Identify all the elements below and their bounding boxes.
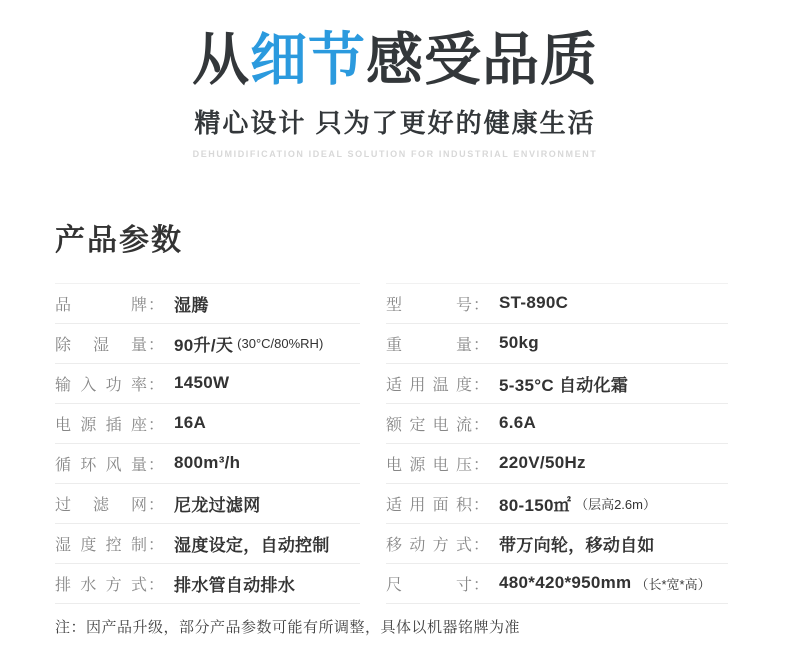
spec-label: 重量 <box>386 336 472 354</box>
spec-colon: ： <box>148 296 165 314</box>
spec-value: 800m³/h <box>174 453 241 473</box>
spec-row-power-socket <box>55 404 360 444</box>
spec-colon: ： <box>473 536 490 554</box>
spec-row-operating-temp <box>386 364 728 404</box>
page-subtitle: 精心设计 只为了更好的健康生活 <box>194 107 596 138</box>
spec-section <box>55 215 728 637</box>
english-tagline: DEHUMIDIFICATION IDEAL SOLUTION FOR INDUSTRIAL ENVIRONMENT <box>192 148 598 159</box>
spec-label: 循环风量 <box>55 456 147 474</box>
spec-value: 5-35°C 自动化霜 <box>499 375 629 395</box>
spec-value: 湿腾 <box>174 295 209 315</box>
spec-colon: ： <box>148 336 165 354</box>
spec-value: 16A <box>174 413 207 433</box>
spec-row-rated-current <box>386 404 728 444</box>
spec-label: 除湿量 <box>55 336 147 354</box>
spec-colon: ： <box>473 416 490 434</box>
spec-row-voltage <box>386 444 728 484</box>
spec-colon: ： <box>473 576 490 594</box>
spec-label: 湿度控制 <box>55 536 147 554</box>
spec-footnote: 注：因产品升级，部分产品参数可能有所调整，具体以机器铭牌为准 <box>55 618 521 636</box>
spec-row-model <box>386 284 728 324</box>
spec-row-weight <box>386 324 728 364</box>
spec-row-dimensions <box>386 564 728 604</box>
spec-row-dehumidify-capacity <box>55 324 360 364</box>
page-title-suffix: 感受品质 <box>366 28 598 92</box>
page-title-prefix: 从 <box>192 28 250 92</box>
page-title <box>0 28 790 94</box>
spec-label: 适用温度 <box>386 376 472 394</box>
spec-row-filter <box>55 484 360 524</box>
spec-label: 电源插座 <box>55 416 147 434</box>
spec-colon: ： <box>473 296 490 314</box>
spec-label: 尺寸 <box>386 576 472 594</box>
spec-column-left <box>55 283 360 604</box>
spec-label: 输入功率 <box>55 376 147 394</box>
spec-value: 尼龙过滤网 <box>174 495 261 515</box>
spec-value: 220V/50Hz <box>499 453 586 473</box>
spec-row-input-power <box>55 364 360 404</box>
spec-value: 50kg <box>499 333 539 353</box>
spec-label: 额定电流 <box>386 416 472 434</box>
spec-label: 移动方式 <box>386 536 472 554</box>
spec-value: 90升/天 <box>174 335 234 355</box>
hero-header <box>0 0 790 159</box>
spec-value: 6.6A <box>499 413 537 433</box>
spec-extra: (30°C/80%RH) <box>237 335 324 351</box>
spec-colon: ： <box>148 376 165 394</box>
spec-label: 型号 <box>386 296 472 314</box>
spec-value: ST-890C <box>499 293 569 313</box>
spec-label: 适用面积 <box>386 496 472 514</box>
spec-row-air-circulation <box>55 444 360 484</box>
spec-label: 电源电压 <box>386 456 472 474</box>
spec-colon: ： <box>473 456 490 474</box>
spec-row-drainage <box>55 564 360 604</box>
page-title-highlight: 细节 <box>250 28 366 92</box>
spec-row-coverage-area <box>386 484 728 524</box>
spec-colon: ： <box>148 416 165 434</box>
spec-column-right <box>386 283 728 604</box>
spec-colon: ： <box>148 496 165 514</box>
spec-value: 80-150㎡ <box>499 495 572 515</box>
spec-label: 过滤网 <box>55 496 147 514</box>
spec-row-mobility <box>386 524 728 564</box>
spec-colon: ： <box>473 336 490 354</box>
spec-value: 480*420*950mm <box>499 573 632 593</box>
spec-value: 1450W <box>174 373 230 393</box>
spec-extra: （长*宽*高） <box>635 576 711 592</box>
spec-value: 湿度设定，自动控制 <box>174 535 330 555</box>
spec-label: 排水方式 <box>55 576 147 594</box>
spec-value: 排水管自动排水 <box>174 575 296 595</box>
spec-colon: ： <box>148 456 165 474</box>
spec-row-humidity-control <box>55 524 360 564</box>
spec-colon: ： <box>473 496 490 514</box>
spec-label: 品牌 <box>55 296 147 314</box>
spec-colon: ： <box>148 576 165 594</box>
spec-colon: ： <box>473 376 490 394</box>
spec-colon: ： <box>148 536 165 554</box>
spec-row-brand <box>55 284 360 324</box>
spec-table <box>55 283 728 604</box>
spec-extra: （层高2.6m） <box>575 496 656 512</box>
spec-value: 带万向轮，移动自如 <box>499 535 655 555</box>
section-title: 产品参数 <box>55 223 183 257</box>
